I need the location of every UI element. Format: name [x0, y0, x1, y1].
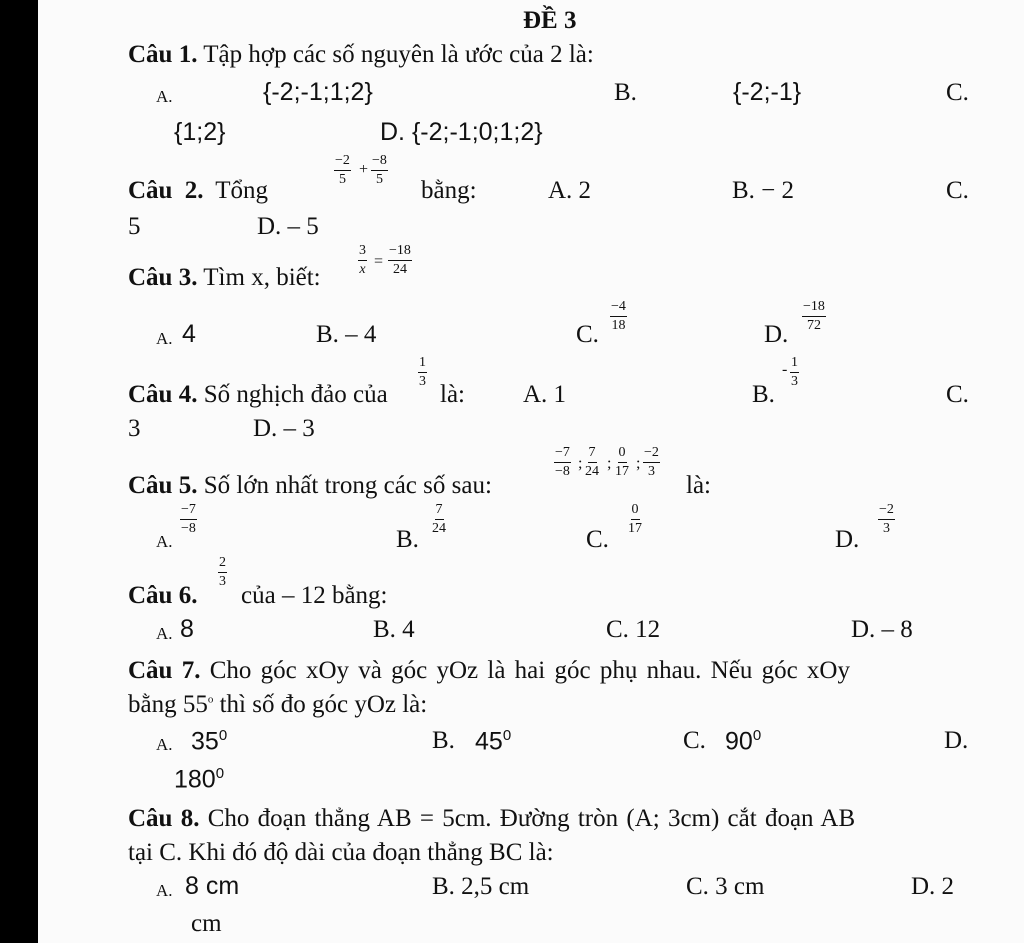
question-7-line-2 — [128, 692, 427, 717]
question-7-line-2-end: thì số đo góc yOz là: — [213, 691, 428, 718]
q2-option-d: D. – 5 — [257, 213, 319, 240]
q5-fraction-2 — [585, 446, 599, 479]
q6-fraction-denominator: 3 — [219, 574, 226, 589]
q5-option-a-denominator: −8 — [181, 521, 196, 536]
degree-symbol: o — [207, 693, 214, 706]
question-3-text: Tìm x, biết: — [203, 264, 321, 291]
q3-option-c-fraction — [610, 300, 627, 333]
q3-option-d-numerator: −18 — [802, 300, 826, 317]
question-2 — [128, 178, 268, 203]
q3-option-a: 4 — [182, 320, 196, 348]
exam-page — [38, 0, 1024, 943]
q5-option-c-label: C. — [586, 526, 609, 553]
q3-option-a-label: A. — [156, 329, 173, 348]
q2-option-a: A. 2 — [548, 177, 592, 204]
q5-option-d-denominator: 3 — [882, 521, 890, 536]
q8-option-a-label: A. — [156, 881, 173, 900]
q6-option-d: D. – 8 — [851, 616, 913, 643]
question-2-word: Tổng — [215, 177, 269, 204]
q5-option-c-fraction — [628, 503, 642, 536]
q3-equals: = — [374, 253, 384, 270]
q1-option-d: D. {-2;-1;0;1;2} — [380, 118, 543, 146]
q7-option-d-label: D. — [944, 727, 969, 754]
q7-option-b-superscript: 0 — [502, 727, 512, 744]
q5-option-a-label: A. — [156, 532, 173, 551]
q1-option-a-label: A. — [156, 87, 173, 106]
question-5-text: Số lớn nhất trong các số sau: — [203, 472, 492, 499]
q7-option-a-value: 35 — [191, 727, 219, 756]
q5-option-b-fraction — [432, 503, 446, 536]
q3-option-c-denominator: 18 — [611, 318, 626, 333]
q1-option-c-label: C. — [946, 79, 969, 106]
q1-option-a: {-2;-1;1;2} — [263, 78, 373, 106]
q5-separator-3: ; — [636, 455, 641, 472]
question-7-text: Cho góc xOy và góc yOz là hai góc phụ nhau. Nếu góc xOy — [209, 657, 850, 684]
q5-option-b-label: B. — [396, 526, 419, 553]
q4-option-b-denominator: 3 — [791, 374, 798, 389]
q5-separator-2: ; — [607, 455, 612, 472]
q2-after: bằng: — [421, 177, 477, 204]
question-6-label: Câu 6. — [128, 582, 198, 609]
q5-option-a-fraction — [180, 503, 197, 536]
q5-fraction-2-numerator: 7 — [588, 446, 597, 463]
q3-fraction-1-denominator: x — [359, 262, 366, 277]
q5-option-c-numerator: 0 — [631, 503, 640, 520]
question-8-text: Cho đoạn thẳng AB = 5cm. Đường tròn (A; 3cm) cắt đoạn AB — [207, 805, 856, 832]
q2-option-c-label: C. — [946, 177, 969, 204]
q2-fraction-2 — [371, 154, 388, 187]
q6-option-a: 8 — [180, 615, 194, 643]
q4-option-b-sign: - — [782, 361, 788, 378]
q7-option-b-value: 45 — [475, 727, 503, 756]
q4-option-b-fraction — [790, 356, 799, 389]
q7-option-c-superscript: 0 — [752, 727, 762, 744]
question-5 — [128, 473, 492, 498]
q7-option-c-value: 90 — [725, 727, 753, 756]
q4-fraction-numerator: 1 — [418, 356, 427, 373]
q7-option-a-label: A. — [156, 735, 173, 754]
question-8-line-1 — [128, 806, 855, 831]
question-5-label: Câu 5. — [128, 472, 198, 499]
q5-fraction-3 — [615, 446, 629, 479]
exam-title: ĐỀ 3 — [523, 7, 577, 34]
q5-fraction-4-denominator: 3 — [647, 464, 655, 479]
q2-fraction-2-numerator: −8 — [371, 154, 388, 171]
question-4 — [128, 382, 388, 407]
q8-option-d: D. 2 — [911, 873, 955, 900]
question-6-text: của – 12 bằng: — [241, 582, 388, 609]
question-3-label: Câu 3. — [128, 264, 198, 291]
q3-fraction-2-numerator: −18 — [388, 244, 412, 261]
q4-after: là: — [440, 381, 465, 408]
question-3 — [128, 265, 321, 290]
q5-fraction-1-numerator: −7 — [554, 446, 571, 463]
q5-fraction-3-numerator: 0 — [618, 446, 627, 463]
q5-fraction-2-denominator: 24 — [585, 464, 599, 479]
q4-fraction-denominator: 3 — [419, 374, 426, 389]
q2-fraction-1 — [334, 154, 351, 187]
q2-fraction-1-denominator: 5 — [338, 172, 346, 187]
q3-fraction-1-numerator: 3 — [358, 244, 367, 261]
q7-option-d-superscript: 0 — [215, 765, 225, 782]
q5-after: là: — [686, 472, 711, 499]
q3-option-c-numerator: −4 — [610, 300, 627, 317]
question-8-line-2: tại C. Khi đó độ dài của đoạn thẳng BC là: — [128, 839, 554, 866]
q5-option-b-denominator: 24 — [432, 521, 446, 536]
q5-fraction-1-denominator: −8 — [555, 464, 570, 479]
q6-option-a-label: A. — [156, 624, 173, 643]
q1-option-c: {1;2} — [174, 118, 226, 146]
q7-option-c — [725, 728, 761, 754]
q6-option-b: B. 4 — [373, 616, 415, 643]
q3-option-d-denominator: 72 — [806, 318, 821, 333]
question-4-text: Số nghịch đảo của — [203, 381, 388, 408]
question-1 — [128, 42, 594, 67]
q8-option-d-continued: cm — [191, 910, 222, 937]
q7-option-d — [174, 766, 224, 792]
q7-option-c-label: C. — [683, 727, 706, 754]
q3-fraction-1 — [358, 244, 367, 277]
q2-plus: + — [359, 161, 369, 178]
q3-option-b: B. – 4 — [316, 321, 377, 348]
question-7-line-2-start: bằng 55 — [128, 691, 208, 718]
q3-option-d-fraction — [802, 300, 826, 333]
q5-option-a-numerator: −7 — [180, 503, 197, 520]
q7-option-d-value: 180 — [174, 765, 216, 794]
q3-option-d-label: D. — [764, 321, 789, 348]
q5-separator-1: ; — [578, 455, 583, 472]
q7-option-b — [475, 728, 511, 754]
q3-fraction-2-denominator: 24 — [392, 262, 407, 277]
q5-fraction-4-numerator: −2 — [643, 446, 660, 463]
question-7-line-1 — [128, 658, 850, 683]
q5-fraction-1 — [554, 446, 571, 479]
q4-fraction — [418, 356, 427, 389]
q5-option-d-label: D. — [835, 526, 860, 553]
q1-option-b-label: B. — [614, 79, 637, 106]
q4-option-c-label: C. — [946, 381, 969, 408]
q5-option-c-denominator: 17 — [628, 521, 642, 536]
q8-option-c: C. 3 cm — [686, 873, 765, 900]
q7-option-a — [191, 728, 227, 754]
q5-fraction-3-denominator: 17 — [615, 464, 629, 479]
q3-option-c-label: C. — [576, 321, 599, 348]
q8-option-b: B. 2,5 cm — [432, 873, 530, 900]
q5-option-b-numerator: 7 — [435, 503, 444, 520]
q6-fraction — [218, 556, 227, 589]
q7-option-b-label: B. — [432, 727, 455, 754]
question-6-label-wrap — [128, 583, 197, 608]
q6-option-c: C. 12 — [606, 616, 661, 643]
q4-option-d: D. – 3 — [253, 415, 315, 442]
q4-option-b-numerator: 1 — [790, 356, 799, 373]
q7-option-a-superscript: 0 — [218, 727, 228, 744]
q5-option-d-fraction — [878, 503, 895, 536]
q4-option-c: 3 — [128, 415, 141, 442]
question-1-label: Câu 1. — [128, 41, 198, 68]
q2-option-c: 5 — [128, 213, 141, 240]
q1-option-b: {-2;-1} — [733, 78, 802, 106]
question-7-label: Câu 7. — [128, 657, 201, 684]
q3-fraction-2 — [388, 244, 412, 277]
q2-fraction-1-numerator: −2 — [334, 154, 351, 171]
question-4-label: Câu 4. — [128, 381, 198, 408]
question-1-text: Tập hợp các số nguyên là ước của 2 là: — [203, 41, 594, 68]
q2-fraction-2-denominator: 5 — [375, 172, 383, 187]
q4-option-a: A. 1 — [523, 381, 567, 408]
q2-option-b: B. − 2 — [732, 177, 795, 204]
q6-fraction-numerator: 2 — [218, 556, 227, 573]
question-2-label: Câu 2. — [128, 177, 204, 204]
q5-fraction-4 — [643, 446, 660, 479]
question-8-label: Câu 8. — [128, 805, 200, 832]
q8-option-a: 8 cm — [185, 872, 240, 900]
q5-option-d-numerator: −2 — [878, 503, 895, 520]
q4-option-b-label: B. — [752, 381, 775, 408]
